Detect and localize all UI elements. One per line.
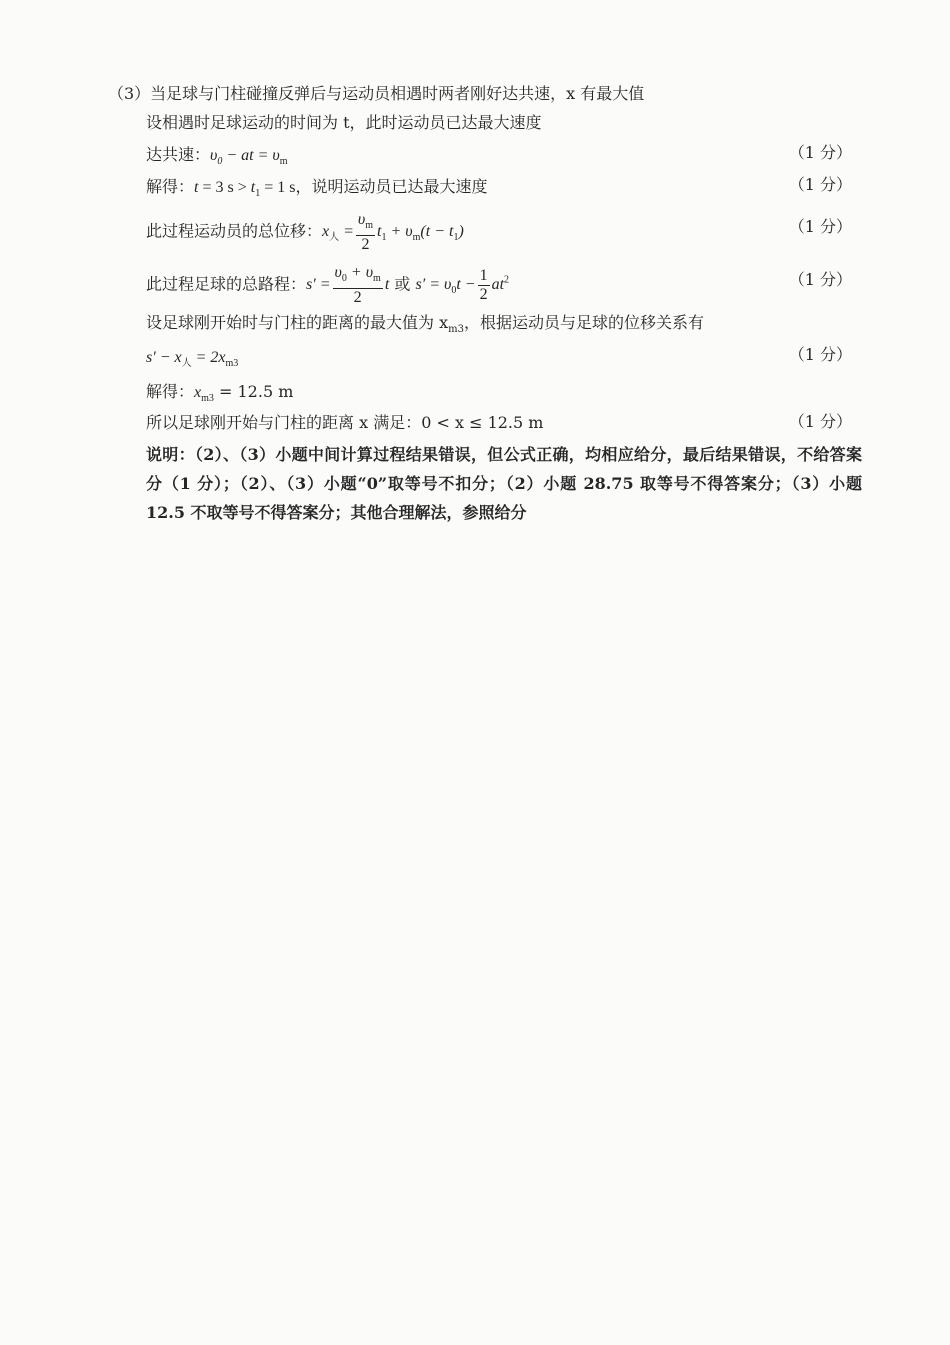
solution-line-7: $s' - x_人 = 2x_{m3}$	[146, 349, 239, 370]
question-heading: （3）当足球与门柱碰撞反弹后与运动员相遇时两者刚好达共速，x 有最大值	[108, 84, 645, 103]
score-3: （1 分）	[788, 175, 852, 194]
score-9: （1 分）	[788, 412, 852, 431]
solution-line-8: 解得：$x_{m3} = 12.5$ m	[146, 382, 294, 405]
solution-line-5: 此过程足球的总路程：s′ = $\frac{\upsilon_0 + \upsilon_m}{2}$ t 或 $s' = \upsilon_0t$ − $\frac{1}{2}$ $at^2$	[146, 264, 510, 307]
solution-line-6: 设足球刚开始时与门柱的距离的最大值为 $x_{m3}$，根据运动员与足球的位移关系有	[146, 313, 704, 336]
solution-line-9: 所以足球刚开始与门柱的距离 x 满足：0 < x ≤ 12.5 m	[146, 413, 544, 432]
solution-line-4: 此过程运动员的总位移：$x_人$ = $\frac{\upsilon_m}{2}$ $t_1 + \upsilon_m(t - t_1)$	[146, 211, 464, 254]
solution-line-1: 设相遇时足球运动的时间为 t，此时运动员已达最大速度	[146, 113, 542, 132]
score-5: （1 分）	[788, 270, 852, 289]
score-7: （1 分）	[788, 345, 852, 364]
score-2: （1 分）	[788, 143, 852, 162]
grading-note: 说明：（2）、（3）小题中间计算过程结果错误，但公式正确，均相应给分，最后结果错误，不给答案分（1 分）；（2）、（3）小题“0”取等号不扣分；（2）小题 28.75 取等号不得答案分；（3）小题 12.5 不取等号不得答案分；其他合理解法，参照给分	[146, 445, 862, 522]
score-4: （1 分）	[788, 217, 852, 236]
solution-line-2: 达共速：$\upsilon_0$ − at = $\upsilon_m$	[146, 145, 288, 168]
solution-line-3: 解得：t = 3 $s > t_1 = 1$ s，说明运动员已达最大速度	[146, 177, 488, 200]
